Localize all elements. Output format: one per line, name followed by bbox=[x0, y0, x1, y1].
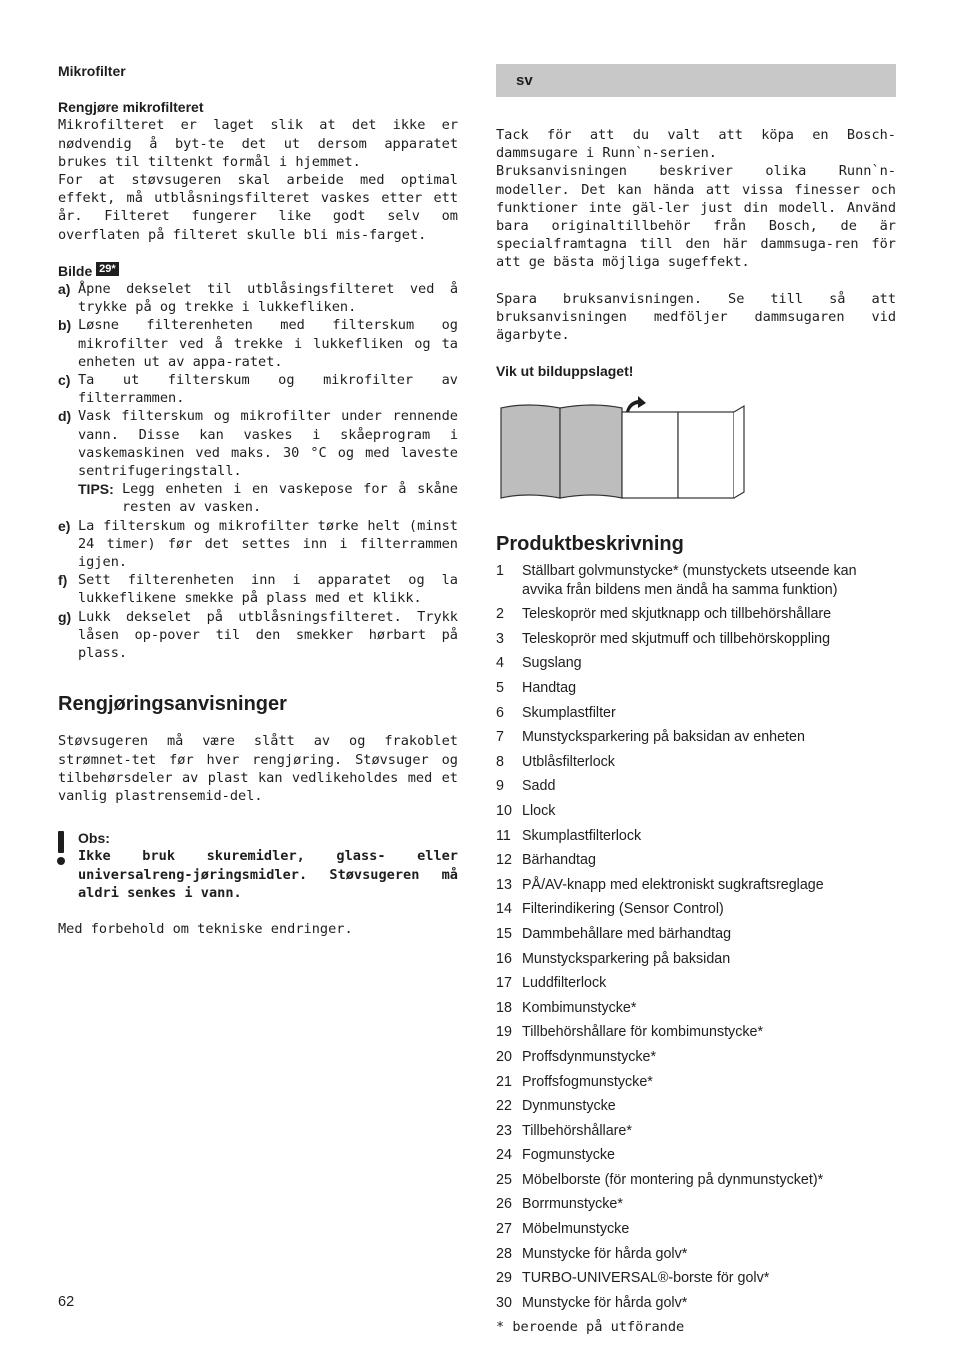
cleaning-text: Støvsugeren må være slått av og frakoblet strømnet-tet før hver rengjøring. Støvsuger og tilbehørsdeler av plast kan vedlikeholdes med et vanlig plastrensemid-del. bbox=[58, 733, 458, 804]
step-key: c) bbox=[58, 372, 71, 389]
item-text: Kombimunstycke* bbox=[522, 999, 637, 1016]
right-column bbox=[496, 64, 896, 1337]
list-item bbox=[496, 900, 896, 918]
item-number: 20 bbox=[496, 1048, 512, 1065]
warning-block bbox=[58, 829, 458, 902]
footnote: * beroende på utförande bbox=[496, 1319, 685, 1336]
step-text: La filterskum og mikrofilter tørke helt (minst 24 timer) før det settes inn i filterrammen igjen. bbox=[78, 517, 458, 571]
item-text: Dynmunstycke bbox=[522, 1098, 616, 1115]
list-item bbox=[496, 630, 896, 648]
item-number: 11 bbox=[496, 827, 511, 844]
item-text: Proffsdynmunstycke* bbox=[522, 1048, 657, 1065]
step-item bbox=[58, 316, 458, 371]
list-item bbox=[496, 1146, 896, 1164]
item-text: Dammbehållare med bärhandtag bbox=[522, 925, 732, 942]
item-text: TURBO-UNIVERSAL®-borste för golv* bbox=[522, 1270, 770, 1287]
list-item bbox=[496, 679, 896, 697]
item-text: Bärhandtag bbox=[522, 852, 596, 869]
item-number: 6 bbox=[496, 704, 504, 721]
list-item bbox=[496, 876, 896, 894]
step-item bbox=[58, 371, 458, 407]
step-text: Sett filterenheten inn i apparatet og la lukkeflikene smekke på plass med et klikk. bbox=[78, 572, 458, 607]
item-number: 13 bbox=[496, 876, 512, 893]
list-item bbox=[496, 753, 896, 771]
clean-paragraph-1: Mikrofilteret er laget slik at det ikke er nødvendig å byt-te det ut dersom apparatet brukes til tiltenkt formål i hjemmet. bbox=[58, 117, 458, 170]
step-item bbox=[58, 517, 458, 572]
item-text: Möbelmunstycke bbox=[522, 1221, 630, 1238]
step-key: g) bbox=[58, 608, 72, 625]
page-number: 62 bbox=[58, 1294, 75, 1310]
fold-out-booklet-icon bbox=[498, 396, 758, 506]
item-number: 22 bbox=[496, 1098, 512, 1115]
item-number: 27 bbox=[496, 1221, 512, 1238]
step-text: Ta ut filterskum og mikrofilter av filterrammen. bbox=[78, 372, 458, 407]
list-item bbox=[496, 1097, 896, 1115]
item-number: 5 bbox=[496, 680, 504, 697]
list-item bbox=[496, 1294, 896, 1312]
step-text: Vask filterskum og mikrofilter under rennende vann. Disse kan vaskes i skåeprogram i vaskemaskinen ved maks. 30 °C og med laveste sentrifugeringstall. bbox=[78, 408, 458, 480]
list-item bbox=[496, 1048, 896, 1066]
list-item bbox=[496, 728, 896, 746]
list-item bbox=[496, 1171, 896, 1189]
item-number: 23 bbox=[496, 1122, 512, 1139]
clean-heading: Rengjøre mikrofilteret bbox=[58, 99, 204, 116]
item-number: 17 bbox=[496, 975, 512, 992]
item-text: Skumplastfilter bbox=[522, 704, 616, 721]
item-text: Borrmunstycke* bbox=[522, 1196, 623, 1213]
item-text: Teleskoprör med skjutknapp och tillbehörshållare bbox=[522, 606, 832, 623]
item-text: Handtag bbox=[522, 680, 577, 697]
item-text: Utblåsfilterlock bbox=[522, 753, 615, 770]
item-number: 30 bbox=[496, 1294, 512, 1311]
list-item bbox=[496, 654, 896, 672]
step-key: e) bbox=[58, 517, 71, 534]
product-parts-list bbox=[496, 562, 896, 1312]
item-text: PÅ/AV-knapp med elektroniskt sugkraftsreglage bbox=[522, 876, 824, 893]
item-text: Munstycke för hårda golv* bbox=[522, 1245, 688, 1262]
item-number: 2 bbox=[496, 606, 504, 623]
item-number: 15 bbox=[496, 925, 512, 942]
item-number: 28 bbox=[496, 1245, 512, 1262]
step-key: a) bbox=[58, 281, 71, 298]
clean-paragraph-2: For at støvsugeren skal arbeide med optimal effekt, må utblåsningsfilteret vaskes etter ett år. Filteret fungerer like godt selv om overflaten på filteret skulle bli mis-farget. bbox=[58, 172, 458, 243]
intro-paragraph-2: Bruksanvisningen beskriver olika Runn`n-modeller. Det kan hända att vissa finesser och funktioner inte gäl-ler just din modell. Använd bara originaltillbehör från Bosch, de är specialframtagna till den här dammsuga-ren för att ge bästa möjliga sugeffekt. bbox=[496, 163, 896, 271]
item-text: Sugslang bbox=[522, 655, 582, 672]
item-number: 14 bbox=[496, 901, 512, 918]
step-item bbox=[58, 407, 458, 516]
section-title: Mikrofilter bbox=[58, 63, 126, 79]
list-item bbox=[496, 1220, 896, 1238]
obs-label: Obs: bbox=[78, 830, 110, 847]
item-number: 16 bbox=[496, 950, 512, 967]
tips-block bbox=[78, 480, 458, 516]
obs-text: Ikke bruk skuremidler, glass- eller universalreng-jøringsmidler. Støvsugeren må aldri senkes i vann. bbox=[78, 848, 458, 901]
tips-text: Legg enheten i en vaskepose for å skåne resten av vasken. bbox=[122, 481, 458, 516]
list-item bbox=[496, 925, 896, 943]
list-item bbox=[496, 851, 896, 869]
item-number: 26 bbox=[496, 1196, 512, 1213]
item-text: Skumplastfilterlock bbox=[522, 827, 642, 844]
item-text: Llock bbox=[522, 802, 556, 819]
list-item bbox=[496, 827, 896, 845]
item-number: 24 bbox=[496, 1147, 512, 1164]
item-text: Munstycke för hårda golv* bbox=[522, 1294, 688, 1311]
step-item bbox=[58, 280, 458, 316]
item-number: 8 bbox=[496, 753, 504, 770]
item-text: Tillbehörshållare* bbox=[522, 1122, 632, 1139]
figure-badge: 29* bbox=[96, 262, 119, 276]
list-item bbox=[496, 1122, 896, 1140]
item-number: 3 bbox=[496, 630, 504, 647]
item-number: 1 bbox=[496, 563, 504, 580]
product-title: Produktbeskrivning bbox=[496, 533, 684, 556]
bilde-label: Bilde bbox=[58, 262, 93, 279]
list-item bbox=[496, 704, 896, 722]
tips-label: TIPS: bbox=[78, 481, 114, 498]
item-text: Proffsfogmunstycke* bbox=[522, 1073, 653, 1090]
item-text: Munstycksparkering på baksidan av enheten bbox=[522, 729, 805, 746]
item-text: Ställbart golvmunstycke* (munstyckets utseende kan avvika från bildens men ändå ha samma funktion) bbox=[522, 563, 857, 598]
step-key: b) bbox=[58, 317, 72, 334]
item-text: Möbelborste (för montering på dynmunstycket)* bbox=[522, 1171, 824, 1188]
item-text: Teleskoprör med skjutmuff och tillbehörskoppling bbox=[522, 630, 831, 647]
list-item bbox=[496, 1073, 896, 1091]
list-item bbox=[496, 1195, 896, 1213]
intro-paragraph-1: Tack för att du valt att köpa en Bosch-dammsugare i Runn`n-serien. bbox=[496, 127, 896, 162]
item-text: Munstycksparkering på baksidan bbox=[522, 950, 731, 967]
language-bar: sv bbox=[496, 64, 896, 97]
list-item bbox=[496, 974, 896, 992]
item-number: 25 bbox=[496, 1171, 512, 1188]
reservation-note: Med forbehold om tekniske endringer. bbox=[58, 920, 353, 937]
item-text: Sadd bbox=[522, 778, 556, 795]
warning-exclamation-icon bbox=[56, 831, 66, 867]
step-text: Lukk dekselet på utblåsningsfilteret. Trykk låsen op-pover til den smekker hørbart på plass. bbox=[78, 608, 458, 662]
bilde-label-line bbox=[58, 262, 458, 280]
item-text: Luddfilterlock bbox=[522, 975, 607, 992]
list-item bbox=[496, 1023, 896, 1041]
item-number: 10 bbox=[496, 802, 512, 819]
item-text: Tillbehörshållare för kombimunstycke* bbox=[522, 1024, 764, 1041]
list-item bbox=[496, 1245, 896, 1263]
item-number: 12 bbox=[496, 852, 512, 869]
step-text: Løsne filterenheten med filterskum og mikrofilter ved å trekke i lukkefliken og ta enheten ut av appa-ratet. bbox=[78, 317, 458, 370]
left-column bbox=[58, 62, 458, 938]
cleaning-title: Rengjøringsanvisninger bbox=[58, 693, 287, 716]
step-key: d) bbox=[58, 408, 72, 425]
list-item bbox=[496, 1269, 896, 1287]
item-number: 21 bbox=[496, 1073, 512, 1090]
item-text: Fogmunstycke bbox=[522, 1147, 615, 1164]
list-item bbox=[496, 562, 896, 598]
step-item bbox=[58, 608, 458, 663]
list-item bbox=[496, 999, 896, 1017]
list-item bbox=[496, 802, 896, 820]
item-number: 4 bbox=[496, 655, 504, 672]
intro-paragraph-3: Spara bruksanvisningen. Se till så att bruksanvisningen medföljer dammsugaren vid ägarbyte. bbox=[496, 290, 896, 344]
step-key: f) bbox=[58, 572, 68, 589]
fold-out-note: Vik ut bilduppslaget! bbox=[496, 363, 634, 380]
list-item bbox=[496, 605, 896, 623]
item-number: 9 bbox=[496, 778, 504, 795]
step-text-wrap bbox=[78, 407, 458, 516]
steps-list bbox=[58, 280, 458, 662]
step-text: Åpne dekselet til utblåsingsfilteret ved å trykke på og trekke i lukkefliken. bbox=[78, 281, 458, 316]
item-number: 29 bbox=[496, 1270, 512, 1287]
list-item bbox=[496, 777, 896, 795]
item-number: 19 bbox=[496, 1024, 512, 1041]
item-text: Filterindikering (Sensor Control) bbox=[522, 901, 724, 918]
item-number: 18 bbox=[496, 999, 512, 1016]
list-item bbox=[496, 950, 896, 968]
item-number: 7 bbox=[496, 729, 504, 746]
step-item bbox=[58, 571, 458, 607]
